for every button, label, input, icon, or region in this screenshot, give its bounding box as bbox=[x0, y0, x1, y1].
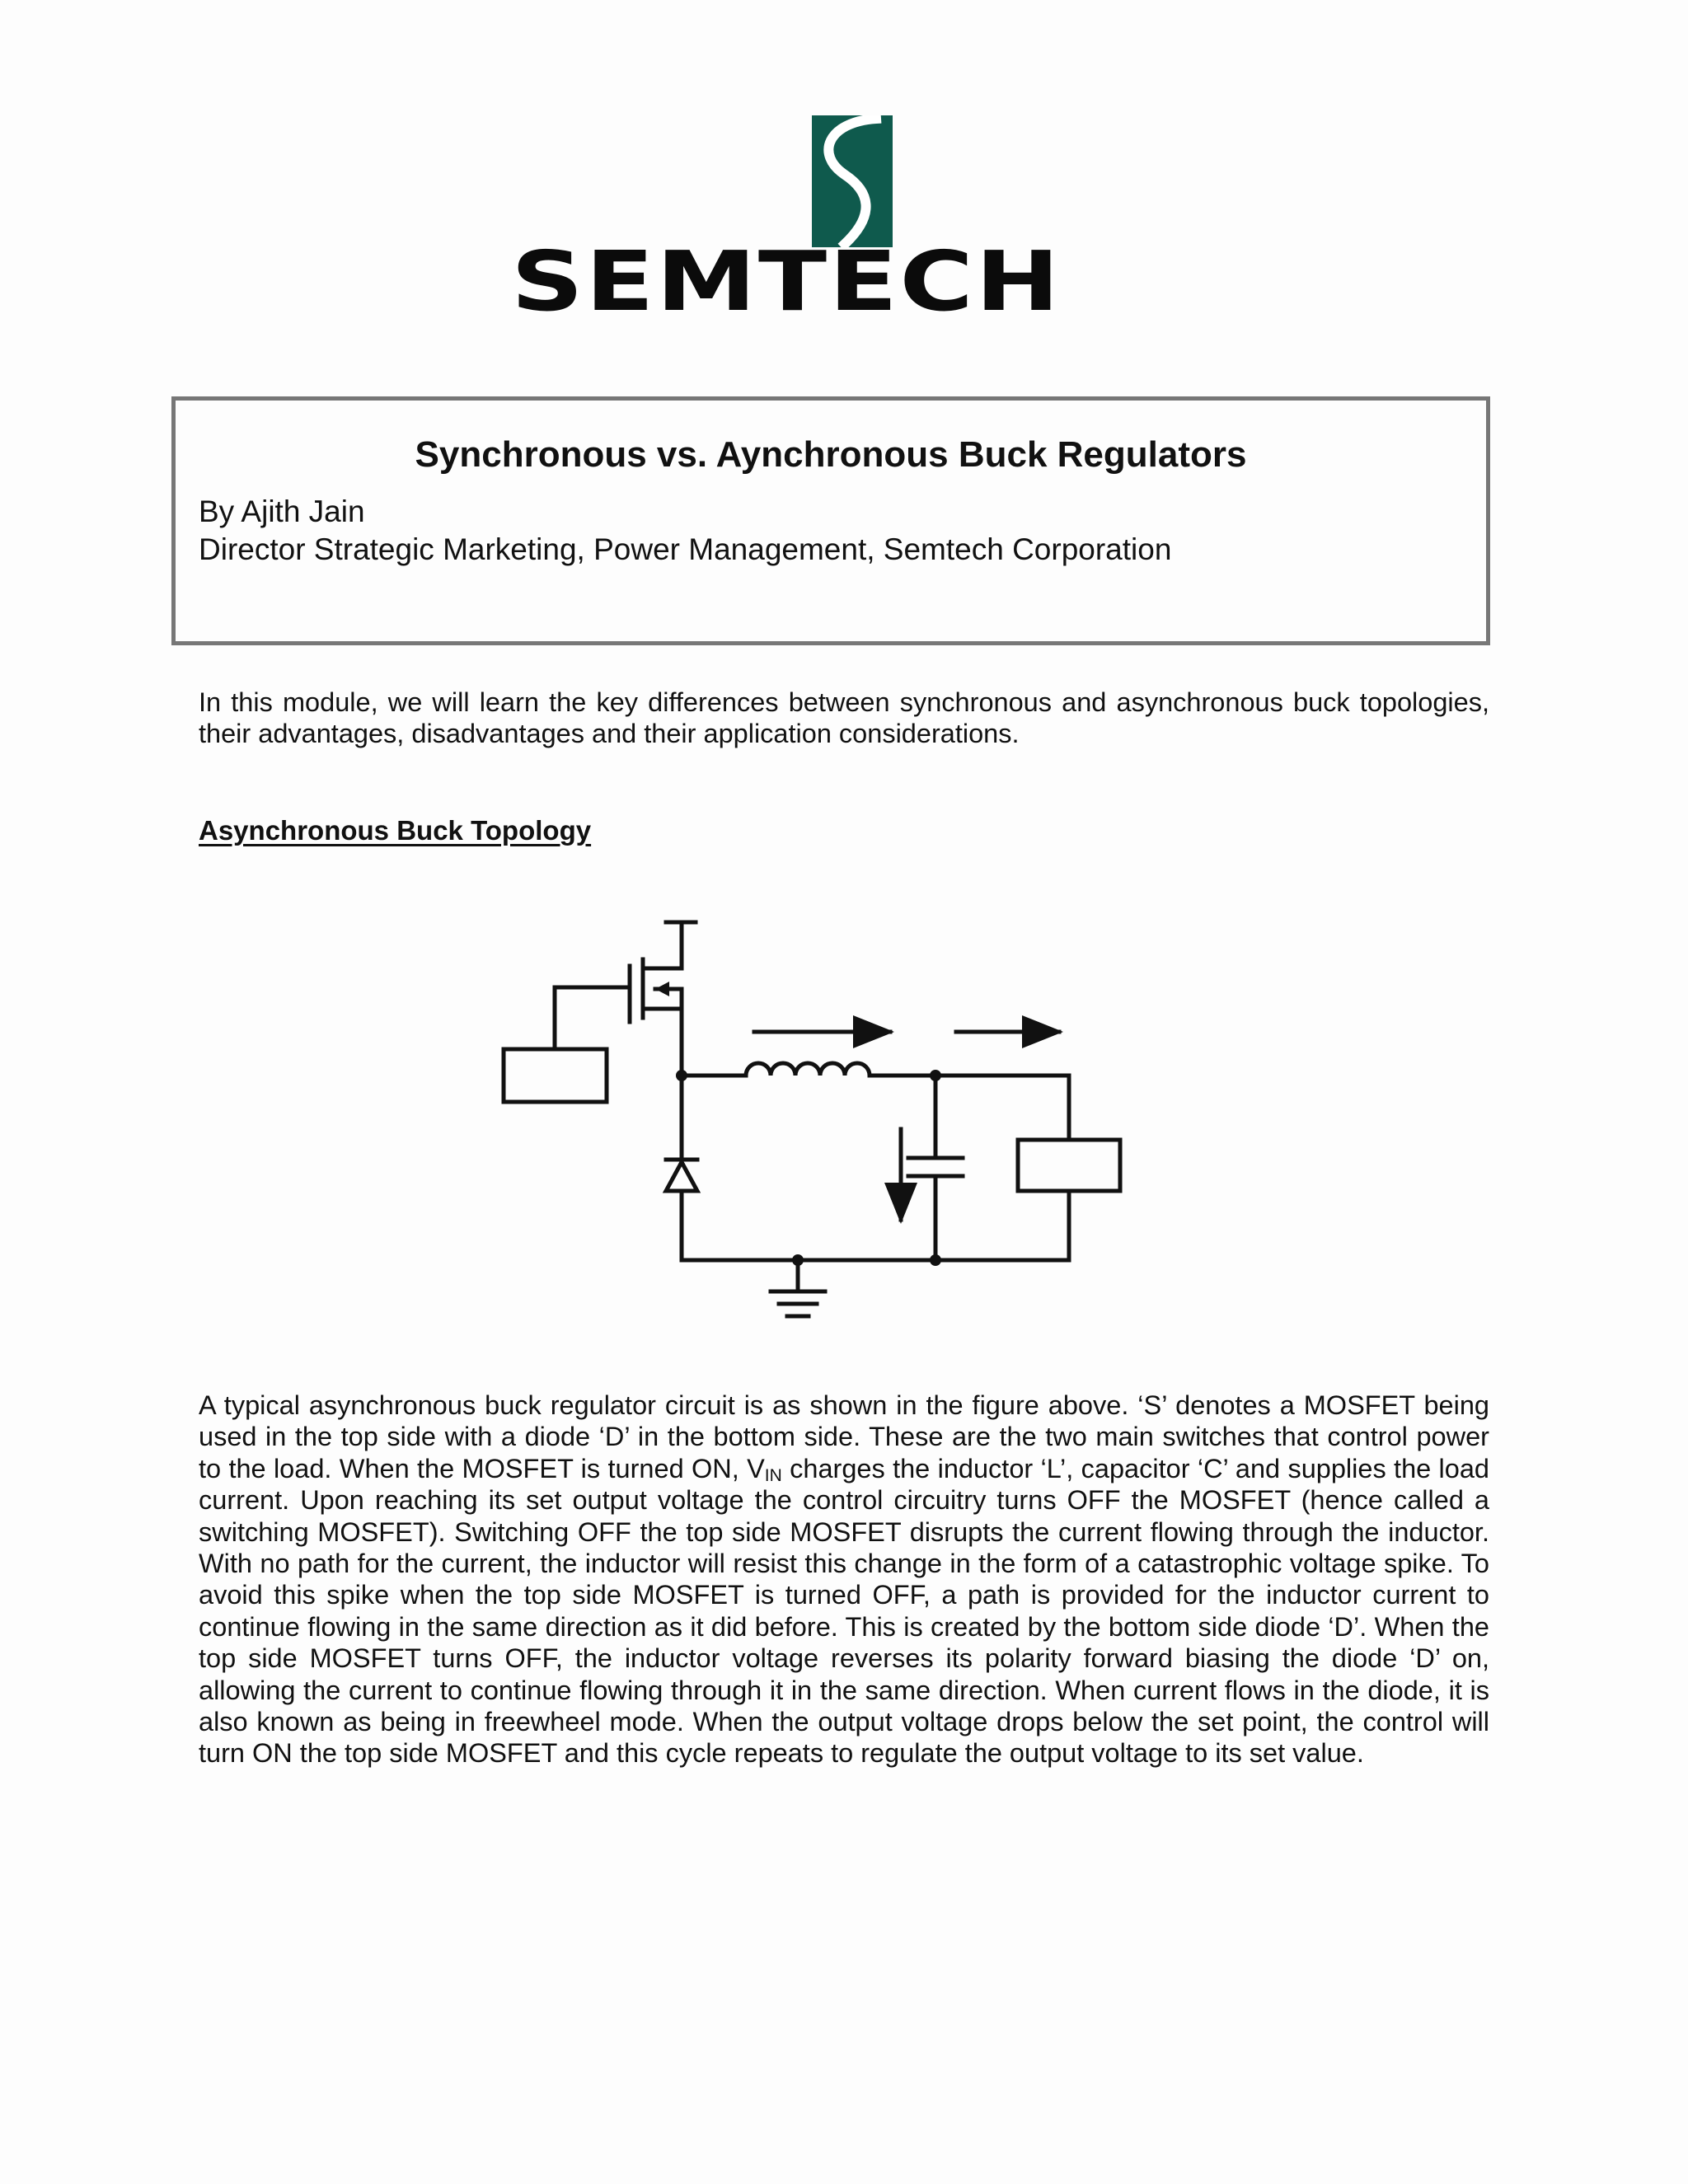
section-heading: Asynchronous Buck Topology bbox=[199, 815, 592, 846]
document-title: Synchronous vs. Aynchronous Buck Regulators bbox=[415, 434, 1247, 475]
controller-block bbox=[504, 1049, 607, 1102]
vin-subscript: IN bbox=[764, 1465, 782, 1485]
semtech-logo-wordmark: SEMTECH bbox=[511, 233, 1062, 330]
author-title: Director Strategic Marketing, Power Management, Semtech Corporation bbox=[199, 532, 1172, 566]
body-text-part-2: charges the inductor ‘L’, capacitor ‘C’ and supplies the load current. Upon reaching its set output voltage the control circuitry turns OFF the MOSFET (hence called a switching MOSFET). Switching OFF the top side MOSFET disrupts the current flowing through the inductor. With no path for the current, the inductor will resist this change in the form of a catastrophic voltage spike. To avoid this spike when the top side MOSFET is turned OFF, a path is provided for the inductor current to continue flowing in the same direction as it did before. This is created by the bottom side diode ‘D’. When the top side MOSFET turns OFF, the inductor voltage reverses its polarity forward biasing the diode ‘D’ on, allowing the current to continue flowing through it in the same direction. When current flows in the diode, it is also known as being in freewheel mode. When the output voltage drops below the set point, the control will turn ON the top side MOSFET and this cycle repeats to regulate the output voltage to its set value. bbox=[199, 1453, 1489, 1769]
ground-symbol bbox=[771, 1260, 825, 1316]
diode bbox=[666, 1160, 697, 1191]
asynchronous-buck-circuit-diagram bbox=[486, 907, 1129, 1335]
inductor bbox=[746, 1063, 870, 1076]
body-paragraph bbox=[199, 1390, 1489, 1769]
mosfet-switch bbox=[630, 922, 696, 1076]
semtech-logo-mark bbox=[812, 115, 893, 247]
capacitor bbox=[908, 1076, 963, 1260]
load-block bbox=[1018, 1140, 1120, 1191]
intro-paragraph: In this module, we will learn the key differences between synchronous and asynchronous buck topologies, their advantages, disadvantages and their application considerations. bbox=[199, 687, 1489, 749]
body-text-part-1: A typical asynchronous buck regulator circuit is as shown in the figure above. ‘S’ denotes a MOSFET being used in the top side with a diode ‘D’ in the bottom side. These are the two main switches that control power to the load. When the MOSFET is turned ON, V bbox=[199, 1390, 1489, 1483]
title-box bbox=[171, 396, 1490, 645]
author-name: By Ajith Jain bbox=[199, 494, 365, 528]
